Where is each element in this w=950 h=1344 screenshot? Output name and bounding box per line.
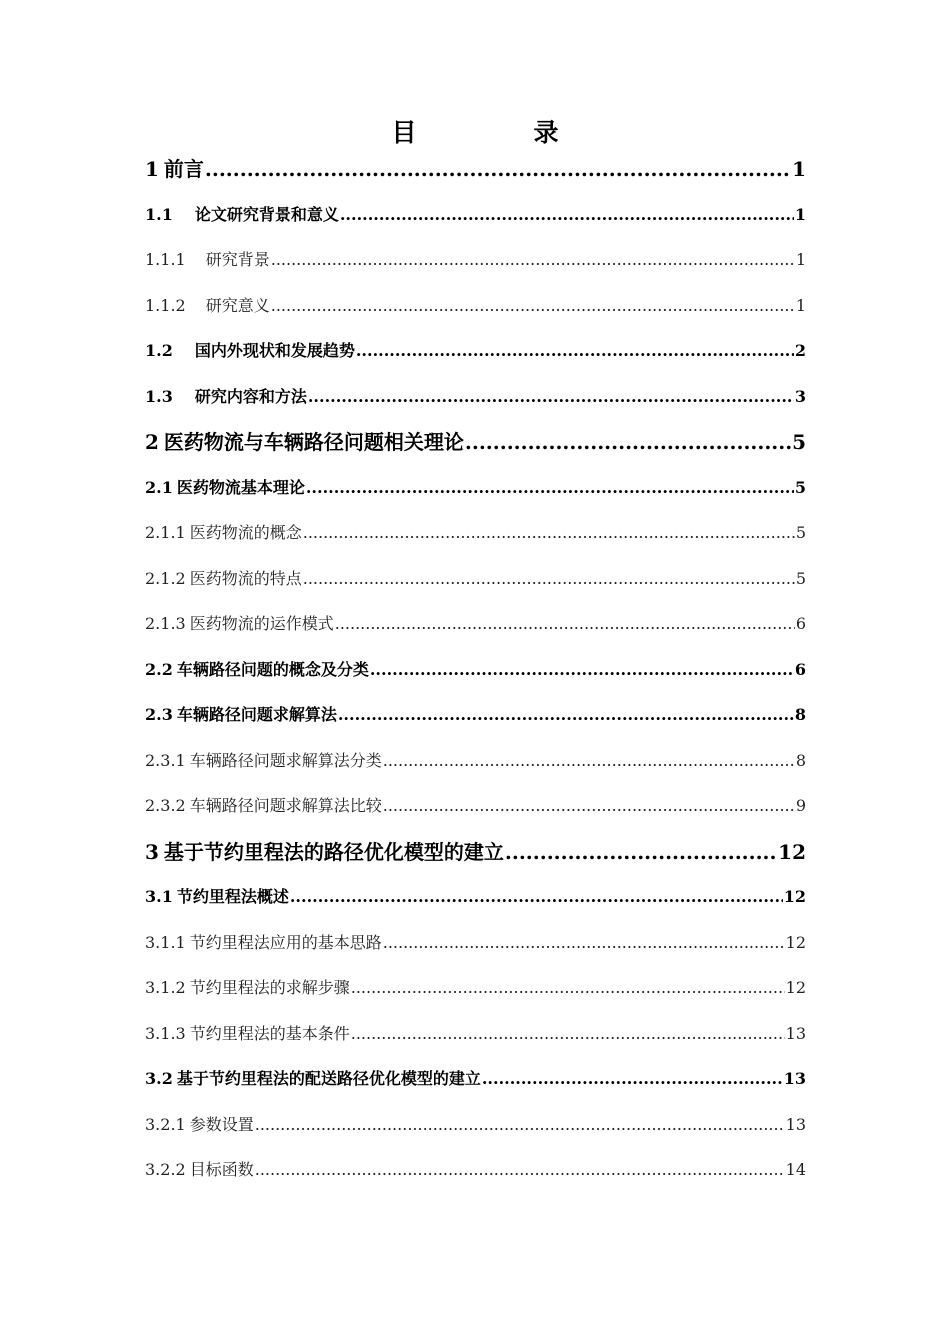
- toc-entry-page-number: 13: [785, 1023, 806, 1043]
- toc-entry-number: 2.1.3: [145, 614, 186, 633]
- toc-entry-title: 论文研究背景和意义: [194, 204, 339, 224]
- toc-entry-page-number: 2: [794, 341, 806, 360]
- toc-entry-number: 2.1.1: [145, 523, 186, 542]
- toc-entry[interactable]: [145, 744, 806, 790]
- toc-entry[interactable]: [145, 334, 806, 380]
- toc-entry[interactable]: [145, 1153, 806, 1199]
- toc-entry[interactable]: [145, 789, 806, 835]
- toc-dot-leader: [505, 835, 777, 869]
- toc-dot-leader: [338, 698, 794, 732]
- toc-entry-page-number: 5: [795, 523, 806, 542]
- toc-entry-title: 研究背景: [205, 250, 270, 269]
- toc-entry-page-number: 1: [794, 204, 806, 224]
- toc-dot-leader: [482, 1062, 783, 1096]
- toc-entry-title: 节约里程法应用的基本思路: [189, 932, 382, 952]
- toc-entry-number: 1.2: [145, 341, 173, 360]
- toc-dot-leader: [370, 653, 794, 687]
- toc-dot-leader: [205, 152, 791, 186]
- toc-entry-page-number: 13: [785, 1114, 806, 1134]
- toc-entry-number: 3.2.2: [145, 1160, 186, 1179]
- toc-entry-number: 1.1.1: [145, 250, 186, 269]
- toc-dot-leader: [351, 1017, 785, 1051]
- toc-dot-leader: [335, 607, 795, 641]
- toc-entry-page-number: 6: [794, 659, 806, 679]
- toc-entry-page-number: 5: [795, 568, 806, 588]
- toc-dot-leader: [255, 1153, 785, 1187]
- toc-entry-page-number: 12: [783, 887, 806, 906]
- toc-dot-leader: [271, 289, 795, 323]
- toc-entry-title: 节约里程法概述: [176, 887, 289, 906]
- toc-entry-page-number: 3: [794, 386, 806, 406]
- toc-entry-page-number: 12: [785, 932, 806, 952]
- toc-entry-title: 医药物流的特点: [189, 568, 302, 588]
- toc-entry-page-number: 5: [794, 477, 806, 497]
- toc-entry[interactable]: [145, 289, 806, 335]
- toc-entry-number: 3.1.2: [145, 978, 186, 997]
- toc-entry-title: 前言: [163, 157, 204, 181]
- toc-entry-page-number: 1: [792, 157, 806, 181]
- toc-entry-title: 医药物流与车辆路径问题相关理论: [163, 430, 464, 454]
- toc-entry[interactable]: [145, 698, 806, 744]
- toc-entry-number: 1.1: [145, 204, 173, 224]
- toc-entry[interactable]: [145, 380, 806, 426]
- toc-dot-leader: [383, 789, 795, 823]
- toc-entry-number: 3.1.1: [145, 932, 186, 952]
- toc-entry-number: 3: [145, 839, 159, 864]
- toc-dot-leader: [383, 744, 795, 778]
- toc-dot-leader: [383, 926, 785, 960]
- toc-entry-page-number: 12: [785, 978, 806, 997]
- toc-entry[interactable]: [145, 562, 806, 608]
- toc-entry-title: 基于节约里程法的路径优化模型的建立: [163, 839, 504, 864]
- toc-entry[interactable]: [145, 425, 806, 471]
- toc-entry[interactable]: [145, 516, 806, 562]
- toc-entry-title: 目标函数: [189, 1160, 254, 1179]
- toc-entry[interactable]: [145, 926, 806, 972]
- toc-entry-title: 基于节约里程法的配送路径优化模型的建立: [176, 1069, 481, 1088]
- toc-entry-number: 1.1.2: [145, 295, 186, 315]
- toc-dot-leader: [465, 425, 791, 459]
- toc-entry[interactable]: [145, 471, 806, 517]
- toc-dot-leader: [340, 198, 794, 232]
- toc-dot-leader: [303, 516, 795, 550]
- toc-entry-number: 3.2.1: [145, 1114, 186, 1134]
- toc-entry-number: 3.2: [145, 1069, 173, 1088]
- toc-entry-number: 2.3.2: [145, 796, 186, 815]
- toc-entry-number: 1.3: [145, 386, 173, 406]
- toc-dot-leader: [255, 1108, 785, 1142]
- toc-entry-page-number: 9: [795, 796, 806, 815]
- toc-dot-leader: [303, 562, 795, 596]
- toc-entry-title: 研究内容和方法: [194, 386, 307, 406]
- toc-entry-title: 车辆路径问题求解算法: [176, 705, 337, 724]
- toc-entry-number: 3.1.3: [145, 1023, 186, 1043]
- toc-entry-number: 2.2: [145, 659, 173, 679]
- toc-dot-leader: [351, 971, 785, 1005]
- toc-entry-title: 车辆路径问题求解算法比较: [189, 796, 382, 815]
- toc-entry-title: 医药物流的概念: [189, 523, 302, 542]
- toc-entry-page-number: 5: [792, 430, 806, 454]
- toc-entry-number: 3.1: [145, 887, 173, 906]
- toc-entry-title: 车辆路径问题求解算法分类: [189, 750, 382, 770]
- toc-entry-page-number: 12: [778, 839, 806, 864]
- toc-entry-page-number: 1: [795, 295, 806, 315]
- toc-entry-title: 国内外现状和发展趋势: [194, 341, 355, 360]
- toc-entry-page-number: 14: [785, 1160, 806, 1179]
- toc-entry-title: 节约里程法的基本条件: [189, 1023, 350, 1043]
- toc-entry-number: 2.3.1: [145, 750, 186, 770]
- toc-entry-number: 2.1.2: [145, 568, 186, 588]
- toc-entry-number: 2: [145, 430, 159, 454]
- toc-dot-leader: [306, 471, 794, 505]
- toc-title: 目 录: [391, 118, 605, 147]
- toc-entry-title: 医药物流的运作模式: [189, 614, 334, 633]
- toc-entry-number: 2.3: [145, 705, 173, 724]
- toc-entry-page-number: 6: [795, 614, 806, 633]
- toc-dot-leader: [271, 243, 795, 277]
- toc-entry-page-number: 1: [795, 250, 806, 269]
- toc-entry-title: 车辆路径问题的概念及分类: [176, 659, 369, 679]
- toc-entry[interactable]: [145, 653, 806, 699]
- toc-entry[interactable]: [145, 607, 806, 653]
- toc-entry[interactable]: [145, 1017, 806, 1063]
- toc-dot-leader: [290, 880, 783, 914]
- toc-entry-title: 参数设置: [189, 1114, 254, 1134]
- toc-entry[interactable]: [145, 1062, 806, 1108]
- toc-entry-title: 研究意义: [205, 295, 270, 315]
- toc-entry[interactable]: [145, 971, 806, 1017]
- toc-entry-page-number: 13: [783, 1069, 806, 1088]
- toc-entry-title: 节约里程法的求解步骤: [189, 978, 350, 997]
- toc-entry-number: 1: [145, 157, 159, 181]
- toc-entry-number: 2.1: [145, 477, 173, 497]
- toc-entry[interactable]: [145, 835, 806, 881]
- toc-entry[interactable]: [145, 243, 806, 289]
- toc-entry-title: 医药物流基本理论: [176, 477, 305, 497]
- toc-entry[interactable]: [145, 880, 806, 926]
- toc-list: [145, 152, 806, 1199]
- toc-entry-page-number: 8: [794, 705, 806, 724]
- toc-entry[interactable]: [145, 152, 806, 198]
- toc-entry[interactable]: [145, 1108, 806, 1154]
- toc-dot-leader: [308, 380, 794, 414]
- toc-entry-page-number: 8: [795, 750, 806, 770]
- toc-entry[interactable]: [145, 198, 806, 244]
- toc-dot-leader: [356, 334, 794, 368]
